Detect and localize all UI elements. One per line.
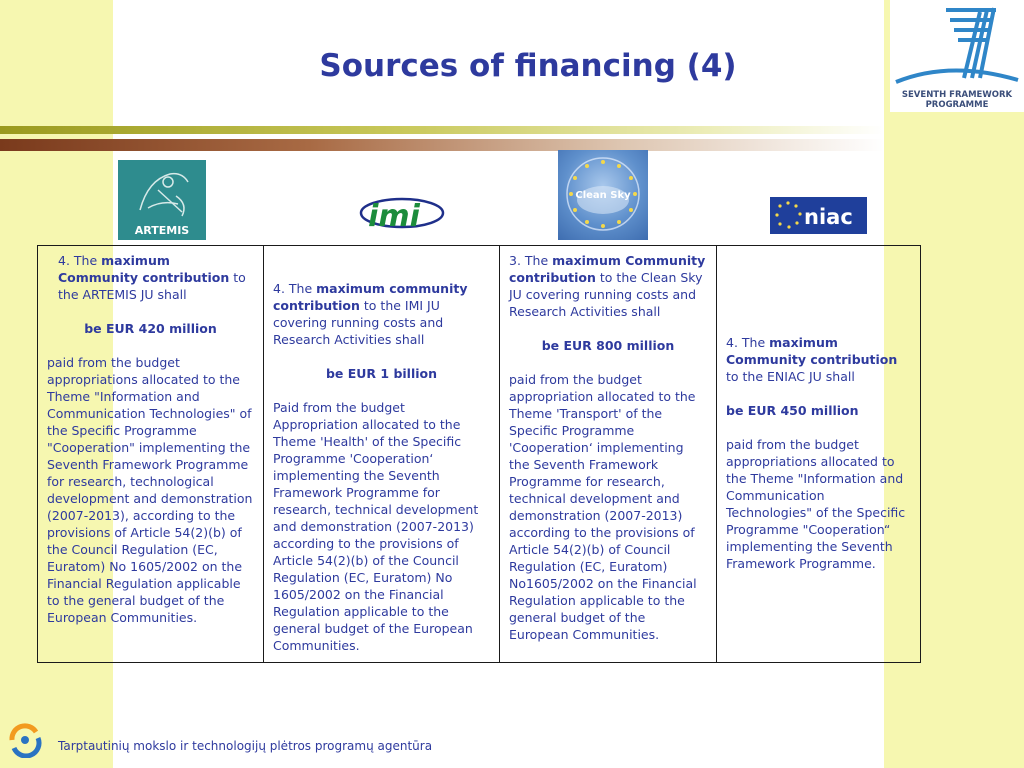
artemis-body: paid from the budget appropriations allocated to the Theme "Information and Communication Technologies" of the Specific Programme "Cooperation" implementing the Seventh Framework Programme for research, technological development and demonstration (2007-2013), according to the provisions of Article 54(2)(b) of the Council Regulation (EC, Euratom) No 1605/2002 on the Financial Regulation applicable to the general budget of the European Communities. xyxy=(47,355,253,625)
intro-prefix: 4. The xyxy=(58,253,102,268)
intro-prefix: 4. The xyxy=(726,335,770,350)
intro-suffix: to the Clean Sky JU covering running costs and Research Activities shall xyxy=(509,270,703,319)
cleansky-wordmark: Clean Sky xyxy=(575,190,631,201)
artemis-logo xyxy=(118,160,206,240)
eniac-logo xyxy=(770,197,867,234)
artemis-intro xyxy=(47,252,254,303)
intro-suffix: to the IMI JU covering running costs and Research Activities shall xyxy=(273,298,444,347)
intro-suffix: to the ENIAC JU shall xyxy=(726,369,855,384)
intro-bold: maximum community contribution xyxy=(273,281,468,313)
eniac-body: paid from the budget appropriations allocated to the Theme "Information and Communication Technologies" of the Specific Programme "Cooperation“ implementing the Seventh Framework Programme. xyxy=(726,437,906,571)
eniac-cell xyxy=(717,246,921,663)
artemis-wordmark: ARTEMIS xyxy=(134,224,190,237)
fp7-logo xyxy=(890,0,1024,112)
fp7-line2: PROGRAMME xyxy=(925,100,989,110)
eniac-amount: be EUR 450 million xyxy=(726,403,859,418)
imi-logo xyxy=(350,192,446,238)
agency-logo-icon xyxy=(6,720,44,758)
imi-amount: be EUR 1 billion xyxy=(325,366,438,381)
artemis-cell xyxy=(38,246,264,663)
eniac-wordmark: niac xyxy=(804,205,853,229)
fp7-emblem-icon xyxy=(890,0,1024,112)
cleansky-logo xyxy=(558,150,648,240)
table-row xyxy=(38,246,921,663)
page-title: Sources of financing (4) xyxy=(319,48,737,84)
imi-wordmark: imi xyxy=(368,199,420,234)
intro-prefix: 3. The xyxy=(509,253,553,268)
intro-bold: maximum Community contribution xyxy=(726,335,898,367)
intro-prefix: 4. The xyxy=(273,281,317,296)
artemis-amount: be EUR 420 million xyxy=(84,321,217,336)
eniac-intro xyxy=(726,334,911,385)
title-underline-olive xyxy=(0,126,884,134)
imi-body: Paid from the budget Appropriation allocated to the Theme 'Health' of the Specific Programme 'Cooperation‘ implementing the Seventh Framework Programme for research, technical development and demonstration (2007-2013) according to the provisions of Article 54(2)(b) of the Council Regulation (EC, Euratom) No 1605/2002 on the Financial Regulation applicable to the general budget of the European Communities. xyxy=(273,400,479,653)
imi-intro xyxy=(273,280,490,348)
financing-table xyxy=(37,245,921,663)
cleansky-intro xyxy=(509,252,707,320)
intro-bold: maximum Community contribution xyxy=(509,253,706,285)
imi-cell xyxy=(264,246,500,663)
footer-agency-name: Tarptautinių mokslo ir technologijų plėtros programų agentūra xyxy=(58,739,433,753)
cleansky-body: paid from the budget appropriation allocated to the Theme 'Transport' of the Specific Programme 'Cooperation‘ implementing the Seventh Framework Programme for research, technical development and demonstration (2007-2013) according to the provisions of Article 54(2)(b) of Council Regulation (EC, Euratom) No1605/2002 on the Financial Regulation applicable to the general budget of the European Communities. xyxy=(509,372,697,642)
intro-suffix: to the ARTEMIS JU shall xyxy=(58,270,246,302)
intro-bold: maximum Community contribution xyxy=(58,253,230,285)
cleansky-amount: be EUR 800 million xyxy=(541,338,675,353)
title-underline-brown xyxy=(0,139,884,151)
fp7-line1: SEVENTH FRAMEWORK xyxy=(901,90,1013,100)
cleansky-cell xyxy=(500,246,717,663)
